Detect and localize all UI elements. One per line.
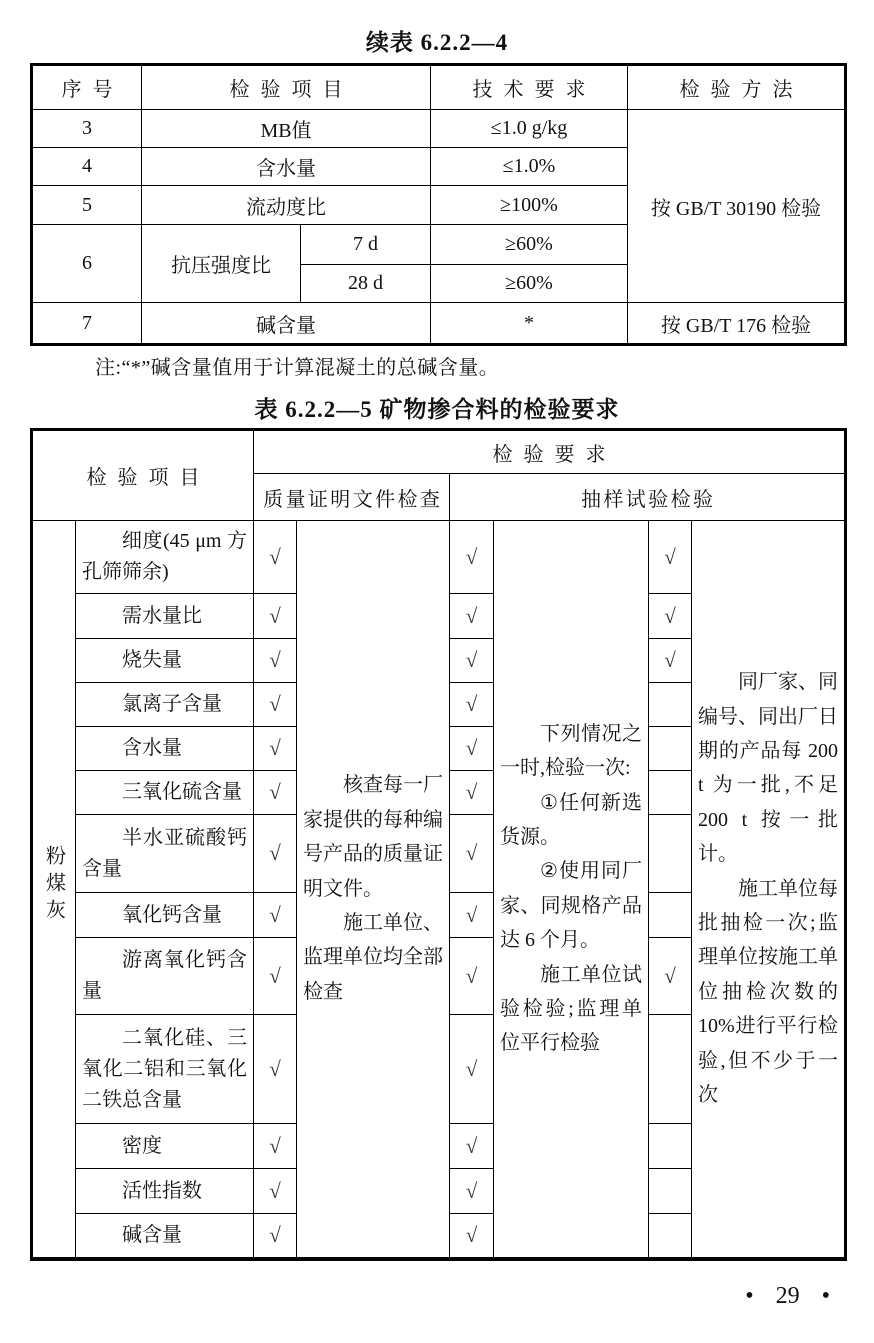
- check-mark: √: [254, 683, 297, 727]
- cell-item: 含水量: [142, 148, 431, 186]
- cell-item: 需水量比: [76, 594, 254, 639]
- paragraph: 施工单位试验检验;监理单位平行检验: [500, 963, 642, 1055]
- check-mark: [649, 1169, 692, 1214]
- cell-age-7d: 7 d: [301, 225, 431, 265]
- check-mark: [649, 727, 692, 771]
- check-mark: √: [450, 771, 494, 815]
- check-mark: √: [254, 1214, 297, 1259]
- cell-item: 密度: [76, 1124, 254, 1169]
- col-header-method: 检验方法: [628, 65, 846, 110]
- check-mark: √: [254, 1169, 297, 1214]
- cell-item: 抗压强度比: [142, 225, 301, 303]
- page-number: • 29 •: [745, 1283, 830, 1309]
- check-mark: √: [254, 771, 297, 815]
- col-header-doc-check: 质量证明文件检查: [254, 474, 450, 521]
- vertical-category-label: 粉煤灰: [42, 845, 65, 927]
- cell-item: 含水量: [76, 727, 254, 771]
- check-mark: √: [254, 893, 297, 938]
- check-mark: [649, 683, 692, 727]
- check-mark: √: [649, 594, 692, 639]
- cell-item: 氧化钙含量: [76, 893, 254, 938]
- cell-item: 活性指数: [76, 1169, 254, 1214]
- table1-title: 续表 6.2.2—4: [365, 30, 509, 55]
- check-mark: √: [254, 1124, 297, 1169]
- paragraph: 施工单位每批抽检一次;监理单位按施工单位抽检次数的 10%进行平行检验,但不少于一次: [698, 877, 839, 1106]
- check-mark: √: [450, 1015, 494, 1124]
- check-mark: √: [450, 1124, 494, 1169]
- check-mark: √: [254, 815, 297, 893]
- cell-no: 6: [32, 225, 142, 303]
- paragraph: 核查每一厂家提供的每种编号产品的质量证明文件。: [303, 774, 443, 900]
- cell-doc-check-text: [297, 521, 450, 1259]
- table1-footnote: 注:“*”碱含量值用于计算混凝土的总碱含量。: [95, 357, 500, 379]
- cell-no: 5: [32, 186, 142, 225]
- cell-item: 烧失量: [76, 639, 254, 683]
- col-header-requirement: 技术要求: [431, 65, 628, 110]
- cell-item: 三氧化硫含量: [76, 771, 254, 815]
- cell-item: 碱含量: [76, 1214, 254, 1259]
- cell-frequency-text: [494, 521, 649, 1259]
- check-mark: √: [450, 1214, 494, 1259]
- check-mark: √: [254, 938, 297, 1015]
- check-mark: √: [450, 639, 494, 683]
- cell-requirement: ≥60%: [431, 265, 628, 303]
- cell-batch-text: [692, 521, 846, 1259]
- col-header-no: 序号: [32, 65, 142, 110]
- col-header-sampling: 抽样试验检验: [450, 474, 846, 521]
- cell-requirement: ≤1.0%: [431, 148, 628, 186]
- col-header-requirement: 检验要求: [254, 430, 846, 474]
- check-mark: √: [450, 683, 494, 727]
- check-mark: √: [254, 1015, 297, 1124]
- cell-age-28d: 28 d: [301, 265, 431, 303]
- table-6-2-2-5: [30, 428, 847, 1261]
- cell-no: 4: [32, 148, 142, 186]
- paragraph: 下列情况之一时,检验一次:: [500, 722, 642, 780]
- paragraph: ①任何新选货源。: [500, 791, 642, 848]
- check-mark: [649, 771, 692, 815]
- cell-requirement: ≤1.0 g/kg: [431, 110, 628, 148]
- cell-item: MB值: [142, 110, 431, 148]
- paragraph: 同厂家、同编号、同出厂日期的产品每 200 t 为一批,不足 200 t 按一批计。: [698, 671, 839, 866]
- check-mark: √: [450, 893, 494, 938]
- check-mark: [649, 1214, 692, 1259]
- cell-item: 碱含量: [142, 303, 431, 345]
- check-mark: [649, 893, 692, 938]
- check-mark: √: [254, 639, 297, 683]
- check-mark: √: [649, 521, 692, 594]
- paragraph: 施工单位、监理单位均全部检查: [303, 911, 443, 1003]
- check-mark: √: [254, 594, 297, 639]
- check-mark: √: [450, 594, 494, 639]
- check-mark: √: [254, 727, 297, 771]
- cell-item: 二氧化硅、三氧化二铝和三氧化二铁总含量: [76, 1015, 254, 1124]
- table-header-row: [32, 430, 846, 474]
- cell-item: 流动度比: [142, 186, 431, 225]
- cell-requirement: ≥100%: [431, 186, 628, 225]
- cell-item: 细度(45 μm 方孔筛筛余): [76, 521, 254, 594]
- table-row: [32, 521, 846, 594]
- check-mark: √: [450, 521, 494, 594]
- paragraph: ②使用同厂家、同规格产品达 6 个月。: [500, 860, 642, 952]
- check-mark: √: [450, 938, 494, 1015]
- check-mark: [649, 1015, 692, 1124]
- check-mark: [649, 815, 692, 893]
- cell-item: 半水亚硫酸钙含量: [76, 815, 254, 893]
- cell-item: 游离氧化钙含量: [76, 938, 254, 1015]
- cell-method: 按 GB/T 176 检验: [628, 303, 846, 345]
- check-mark: √: [450, 815, 494, 893]
- cell-item: 氯离子含量: [76, 683, 254, 727]
- cell-no: 7: [32, 303, 142, 345]
- col-header-item: 检验项目: [32, 430, 254, 521]
- cell-requirement: *: [431, 303, 628, 345]
- table-row: [32, 303, 846, 345]
- table2-title: 表 6.2.2—5 矿物掺合料的检验要求: [254, 397, 620, 422]
- check-mark: √: [649, 639, 692, 683]
- cell-no: 3: [32, 110, 142, 148]
- cell-method-merged: 按 GB/T 30190 检验: [628, 110, 846, 303]
- check-mark: √: [649, 938, 692, 1015]
- table-header-row: [32, 65, 846, 110]
- check-mark: √: [450, 727, 494, 771]
- check-mark: √: [254, 521, 297, 594]
- cell-category-flyash: [32, 521, 76, 1259]
- cell-requirement: ≥60%: [431, 225, 628, 265]
- check-mark: √: [450, 1169, 494, 1214]
- table-row: [32, 110, 846, 148]
- col-header-item: 检验项目: [142, 65, 431, 110]
- table-6-2-2-4: [30, 63, 847, 346]
- check-mark: [649, 1124, 692, 1169]
